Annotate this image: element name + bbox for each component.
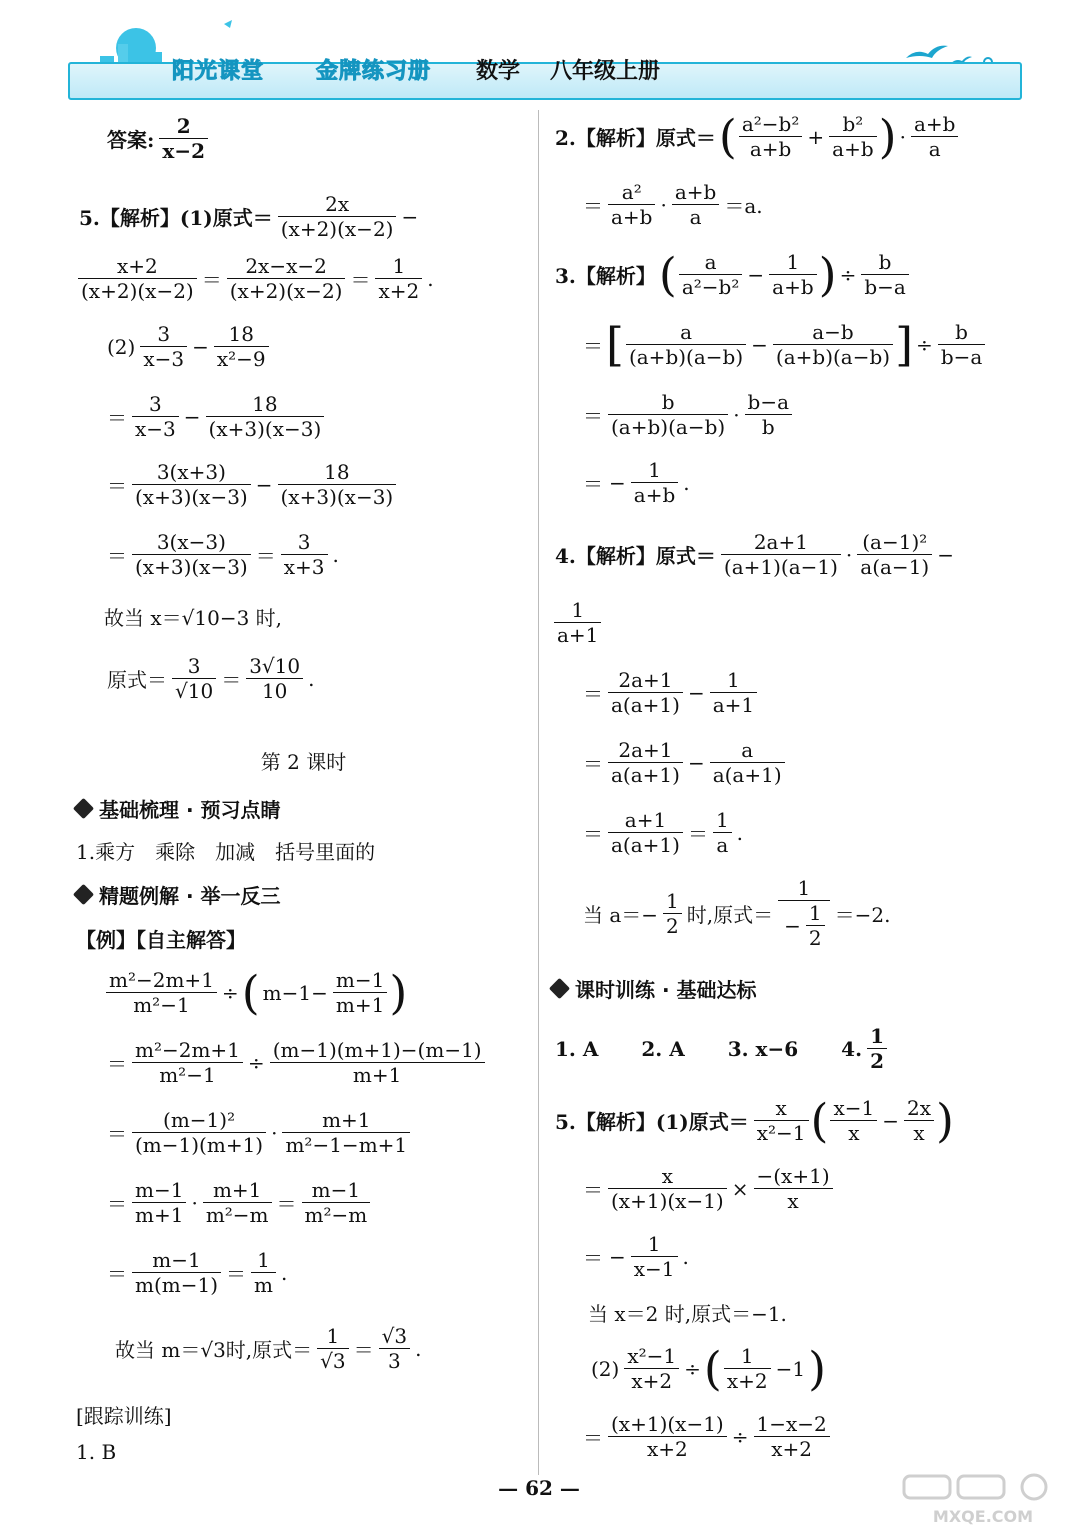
q5b-line-2: ＝ $\frac{3}{x-3}$ − $\frac{18}{(x+3)(x-3)}$ <box>104 392 326 441</box>
fraction: $\frac{(m-1)(m+1)-(m-1)}{m+1}$ <box>270 1038 485 1087</box>
fraction: $\frac{3(x+3)}{(x+3)(x-3)}$ <box>132 460 251 509</box>
q5b-result: 原式＝ $\frac{3}{√10}$ ＝ $\frac{3√10}{10}$ . <box>107 654 315 703</box>
q4-line-2 <box>552 598 603 647</box>
q5r-part2-line-2: ＝ $\frac{(x+1)(x-1)}{x+2}$ ÷ $\frac{1-x-2}{x+2}$ <box>580 1412 832 1461</box>
fraction: $\frac{2x}{(x+2)(x-2)}$ <box>278 192 397 241</box>
section-lesson-training: 课时训练 · 基础达标 <box>552 974 757 1003</box>
page-header <box>0 0 1078 110</box>
q2-line-1: 2.【解析】原式＝( $\frac{\text{a²−b²}}{a+b}$ + $\frac{\text{b²}}{a+b}$ ) · $\frac{a+b}{a}$ <box>552 112 960 161</box>
fraction: $\frac{1}{2}$ <box>867 1024 887 1073</box>
fraction: $\frac{x+2}{(x+2)(x-2)}$ <box>78 254 197 303</box>
fraction: $\frac{18}{(x+3)(x-3)}$ <box>206 392 325 441</box>
fraction: $\frac{x}{(x+1)(x-1)}$ <box>608 1164 727 1213</box>
section-basic-review: 基础梳理 · 预习点睛 <box>76 794 281 823</box>
example-line-5: ＝ $\frac{m-1}{m(m-1)}$ ＝ $\frac{1}{m}$ . <box>107 1248 288 1297</box>
fraction: $\frac{3}{x-3}$ <box>140 322 187 371</box>
fraction: $\frac{3(x-3)}{(x+3)(x-3)}$ <box>132 530 251 579</box>
answer-line: 答案: $\frac{2}{x-2}$ <box>104 114 210 163</box>
fraction: $\frac{1}{m}$ <box>251 1248 276 1297</box>
q3-line-1: 3.【解析】( $\frac{a}{\text{a²−b²}}$ − $\frac{1}{a+b}$ ) ÷ $\frac{b}{b-a}$ <box>552 250 911 299</box>
fraction: $\frac{a+b}{a}$ <box>672 180 719 229</box>
section-examples: 精题例解 · 举一反三 <box>76 880 281 909</box>
header-brand: 阳光课堂 <box>172 59 265 84</box>
fraction: $\frac{18}{(x+3)(x-3)}$ <box>278 460 397 509</box>
fraction: $\frac{(x+1)(x-1)}{x+2}$ <box>608 1412 727 1461</box>
q3-line-3: ＝ $\frac{b}{(a+b)(a-b)}$ · $\frac{b-a}{b}$ <box>580 390 794 439</box>
watermark-text: MXQE.COM <box>932 1507 1034 1526</box>
fraction: $\frac{3}{√10}$ <box>172 654 216 703</box>
fraction: $\frac{a-b}{(a+b)(a-b)}$ <box>773 320 893 369</box>
diamond-icon <box>549 978 570 999</box>
fraction: $\frac{18}{\text{x²−9}}$ <box>214 322 269 371</box>
fraction: $\frac{1}{x+2}$ <box>724 1344 771 1393</box>
follow-training-item: 1. B <box>76 1440 117 1464</box>
q4-line-3: ＝ $\frac{2a+1}{a(a+1)}$ − $\frac{1}{a+1}$ <box>580 668 759 717</box>
example-line-3: ＝ $\frac{\text{(m−1)²}}{(m-1)(m+1)}$ · $\frac{m+1}{\text{m²−1−m+1}}$ <box>104 1108 412 1157</box>
fraction: $\frac{2a+1}{a(a+1)}$ <box>608 668 683 717</box>
fraction: $\frac{\text{(a−1)²}}{a(a-1)}$ <box>857 530 932 579</box>
fraction: $\frac{1}{a+1}$ <box>554 598 601 647</box>
column-divider <box>538 110 539 1475</box>
fraction: $\frac{\text{m²−2m+1}}{\text{m²−1}}$ <box>132 1038 243 1087</box>
fraction: $\frac{1-x-2}{x+2}$ <box>754 1412 830 1461</box>
q2-line-2: ＝ $\frac{\text{a²}}{a+b}$ · $\frac{a+b}{a}$ ＝a. <box>583 180 763 229</box>
fraction: $\frac{m-1}{\text{m²−m}}$ <box>302 1178 371 1227</box>
example-line-4: ＝ $\frac{m-1}{m+1}$ · $\frac{m+1}{\text{m²−m}}$ ＝ $\frac{m-1}{\text{m²−m}}$ <box>104 1178 372 1227</box>
fraction: $\frac{1}{a}$ <box>713 808 732 857</box>
fraction: $\frac{2a+1}{a(a+1)}$ <box>608 738 683 787</box>
fraction: $\frac{1}{a+b}$ <box>631 458 678 507</box>
fraction: $\frac{m-1}{m+1}$ <box>132 1178 186 1227</box>
page-number: — 62 — <box>498 1476 580 1500</box>
fraction: $\frac{a+b}{a}$ <box>911 112 958 161</box>
fraction: $\frac{m-1}{m(m-1)}$ <box>132 1248 221 1297</box>
fraction: $\frac{3}{x+3}$ <box>281 530 328 579</box>
q3-line-2: ＝[ $\frac{a}{(a+b)(a-b)}$ − $\frac{a-b}{(a+b)(a-b)}$ ] ÷ $\frac{b}{b-a}$ <box>580 320 987 369</box>
fraction: $\frac{2a+1}{(a+1)(a-1)}$ <box>721 530 841 579</box>
fraction: $\frac{b}{(a+b)(a-b)}$ <box>608 390 728 439</box>
header-grade: 八年级上册 <box>550 59 661 84</box>
fraction: $\frac{\text{x²−1}}{x+2}$ <box>624 1344 679 1393</box>
example-label: 【例】【自主解答】 <box>76 928 246 952</box>
fraction: $\frac{3}{x-3}$ <box>132 392 179 441</box>
fraction: $\frac{m-1}{m+1}$ <box>333 968 387 1017</box>
diamond-icon <box>73 798 94 819</box>
fraction: $\frac{1}{2}$ <box>806 901 825 950</box>
q4-line-5: ＝ $\frac{a+1}{a(a+1)}$ ＝ $\frac{1}{a}$ . <box>583 808 744 857</box>
diamond-icon <box>73 884 94 905</box>
q4-line-1: 4.【解析】原式＝ $\frac{2a+1}{(a+1)(a-1)}$ · $\frac{\text{(a−1)²}}{a(a-1)}$ − <box>555 530 954 579</box>
fraction: $\frac{\text{a²−b²}}{a+b}$ <box>739 112 803 161</box>
q4-line-4: ＝ $\frac{2a+1}{a(a+1)}$ − $\frac{a}{a(a+1)}$ <box>580 738 787 787</box>
q5b-when: 故当 x＝√10−3 时, <box>104 606 283 630</box>
fraction: $\frac{2}{x-2}$ <box>159 114 208 163</box>
q5b-line-4: ＝ $\frac{3(x-3)}{(x+3)(x-3)}$ ＝ $\frac{3}{x+3}$ . <box>107 530 339 579</box>
fraction: $\frac{m+1}{\text{m²−1−m+1}}$ <box>282 1108 410 1157</box>
fraction: $\frac{1}{a+b}$ <box>769 250 816 299</box>
fraction: $\frac{\text{(m−1)²}}{(m-1)(m+1)}$ <box>132 1108 266 1157</box>
fraction: $\frac{√3}{3}$ <box>379 1324 410 1373</box>
fraction: $\frac{a}{(a+b)(a-b)}$ <box>626 320 746 369</box>
q5-line-2: $\frac{x+2}{(x+2)(x-2)}$ ＝ $\frac{2x-x-2}{(x+2)(x-2)}$ ＝ $\frac{1}{x+2}$ . <box>76 254 437 303</box>
training-answers: 1. A 2. A 3. x−6 4. $\frac{1}{2}$ <box>552 1024 889 1073</box>
fraction: $\frac{b}{b-a}$ <box>861 250 908 299</box>
fraction: $\frac{a+1}{a(a+1)}$ <box>608 808 683 857</box>
fraction: $\frac{a}{\text{a²−b²}}$ <box>679 250 743 299</box>
fraction: $\frac{\text{m²−2m+1}}{\text{m²−1}}$ <box>106 968 217 1017</box>
fraction: $\frac{1}{2}$ <box>663 889 682 938</box>
fraction: $\frac{1}{x-1}$ <box>631 1232 678 1281</box>
fraction: $\frac{\text{b²}}{a+b}$ <box>829 112 876 161</box>
header-subject: 数学 <box>476 59 521 84</box>
example-line-6: 故当 m＝√3时,原式＝ $\frac{1}{√3}$ ＝ $\frac{√3}{3}$ . <box>115 1324 422 1373</box>
fraction: $\frac{a}{a(a+1)}$ <box>710 738 785 787</box>
fraction: 1 − $\frac{1}{2}$ <box>778 876 830 950</box>
follow-training-label: [跟踪训练] <box>76 1404 172 1428</box>
example-line-1: $\frac{\text{m²−2m+1}}{\text{m²−1}}$ ÷( m−1− $\frac{m-1}{m+1}$ ) <box>104 968 407 1017</box>
lesson-title: 第 2 课时 <box>260 750 347 774</box>
fraction: $\frac{-(x+1)}{x}$ <box>754 1164 833 1213</box>
q4-when: 当 a＝− $\frac{1}{2}$ 时,原式＝ 1 − $\frac{1}{2}$ ＝−2. <box>583 876 891 950</box>
fraction: $\frac{1}{a+1}$ <box>710 668 757 717</box>
fraction: $\frac{m+1}{\text{m²−m}}$ <box>203 1178 272 1227</box>
q5b-line-1: (2) $\frac{3}{x-3}$ − $\frac{18}{\text{x²−9}}$ <box>104 322 271 371</box>
q5r-line-3: ＝ − $\frac{1}{x-1}$ . <box>583 1232 689 1281</box>
fraction: $\frac{b-a}{b}$ <box>745 390 792 439</box>
fraction: $\frac{1}{x+2}$ <box>375 254 422 303</box>
example-line-2: ＝ $\frac{\text{m²−2m+1}}{\text{m²−1}}$ ÷ $\frac{(m-1)(m+1)-(m-1)}{m+1}$ <box>104 1038 487 1087</box>
q5r-line-2: ＝ $\frac{x}{(x+1)(x-1)}$ × $\frac{-(x+1)}{x}$ <box>580 1164 835 1213</box>
basic-review-item: 1.乘方 乘除 加减 括号里面的 <box>76 840 376 864</box>
fraction: $\frac{b}{b-a}$ <box>938 320 985 369</box>
q5b-line-3: ＝ $\frac{3(x+3)}{(x+3)(x-3)}$ − $\frac{18}{(x+3)(x-3)}$ <box>104 460 398 509</box>
fraction: $\frac{x}{\text{x²−1}}$ <box>754 1096 809 1145</box>
header-series: 金牌练习册 <box>316 59 432 84</box>
q5r-when: 当 x＝2 时,原式＝−1. <box>588 1302 787 1326</box>
fraction: $\frac{2x-x-2}{(x+2)(x-2)}$ <box>227 254 346 303</box>
watermark-logo <box>898 1470 1068 1530</box>
fraction: $\frac{\text{a²}}{a+b}$ <box>608 180 655 229</box>
q5r-part2-line-1: (2) $\frac{\text{x²−1}}{x+2}$ ÷( $\frac{1}{x+2}$ −1) <box>591 1341 827 1396</box>
q3-line-4: ＝ − $\frac{1}{a+b}$ . <box>583 458 690 507</box>
fraction: $\frac{x-1}{x}$ <box>830 1096 877 1145</box>
q5-line-1: 5.【解析】(1)原式＝ $\frac{2x}{(x+2)(x-2)}$ − <box>79 192 419 241</box>
fraction: $\frac{2x}{x}$ <box>904 1096 934 1145</box>
q5r-line-1: 5.【解析】(1)原式＝ $\frac{x}{\text{x²−1}}$ ( $\frac{x-1}{x}$ − $\frac{2x}{x}$ ) <box>555 1093 954 1148</box>
fraction: $\frac{1}{√3}$ <box>317 1324 348 1373</box>
fraction: $\frac{3√10}{10}$ <box>246 654 303 703</box>
